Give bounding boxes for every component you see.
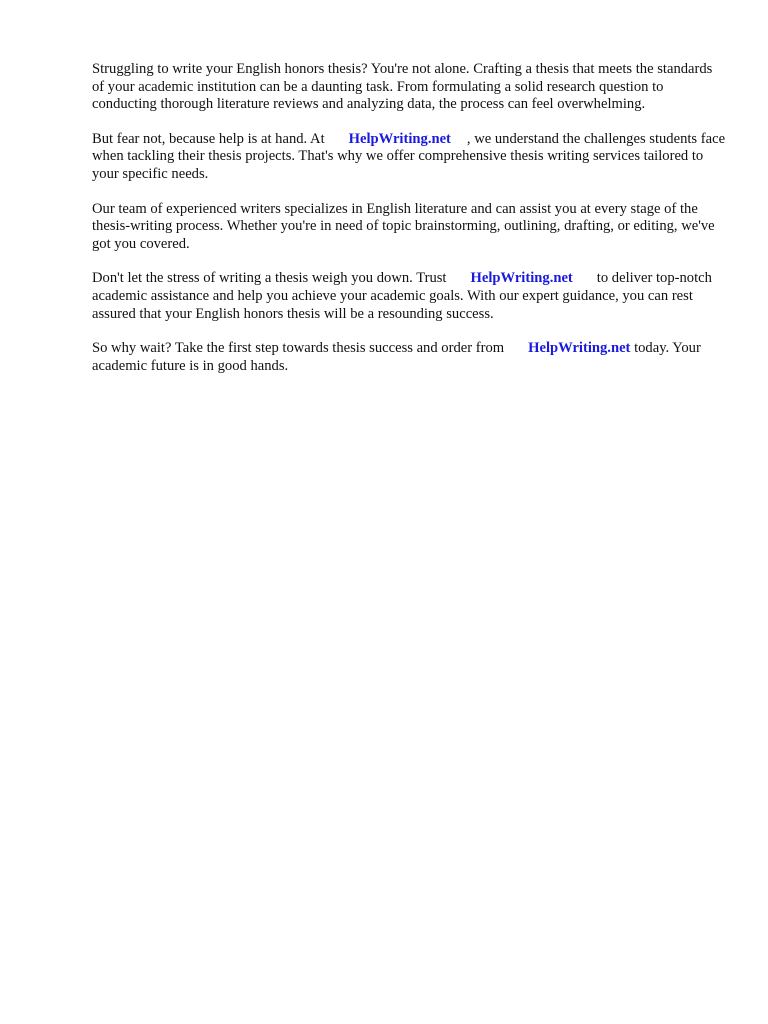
document-body — [92, 61, 728, 392]
helpwriting-link-1[interactable]: HelpWriting.net — [348, 130, 451, 147]
paragraph-team — [92, 201, 728, 254]
paragraph-trust — [92, 270, 728, 323]
paragraph-order-after: today. Your academic future is in good hands. — [92, 340, 701, 374]
paragraph-order — [92, 340, 728, 375]
helpwriting-link-2[interactable]: HelpWriting.net — [470, 270, 573, 287]
paragraph-trust-before: Don't let the stress of writing a thesis weigh you down. Trust — [92, 270, 447, 287]
paragraph-order-before: So why wait? Take the first step towards thesis success and order from — [92, 340, 505, 357]
paragraph-help-before: But fear not, because help is at hand. At — [92, 130, 325, 147]
paragraph-help-after: , we understand the challenges students face when tackling their thesis projects. That's why we offer comprehensive thesis writing services tailored to your specific needs. — [92, 130, 726, 182]
paragraph-help — [92, 131, 728, 184]
paragraph-intro-text: Struggling to write your English honors thesis? You're not alone. Crafting a thesis that meets the standards of your academic institution can be a daunting task. From formulating a solid research question to conducting thorough literature reviews and analyzing data, the process can feel overwhelming. — [92, 61, 713, 113]
helpwriting-link-3[interactable]: HelpWriting.net — [528, 340, 631, 357]
paragraph-trust-after: to deliver top-notch academic assistance and help you achieve your academic goals. With our expert guidance, you can rest assured that your English honors thesis will be a resounding success. — [92, 270, 712, 322]
paragraph-team-text: Our team of experienced writers specializes in English literature and can assist you at every stage of the thesis-writing process. Whether you're in need of topic brainstorming, outlining, drafting, or editing, we've got you covered. — [92, 200, 715, 252]
paragraph-intro — [92, 61, 728, 114]
